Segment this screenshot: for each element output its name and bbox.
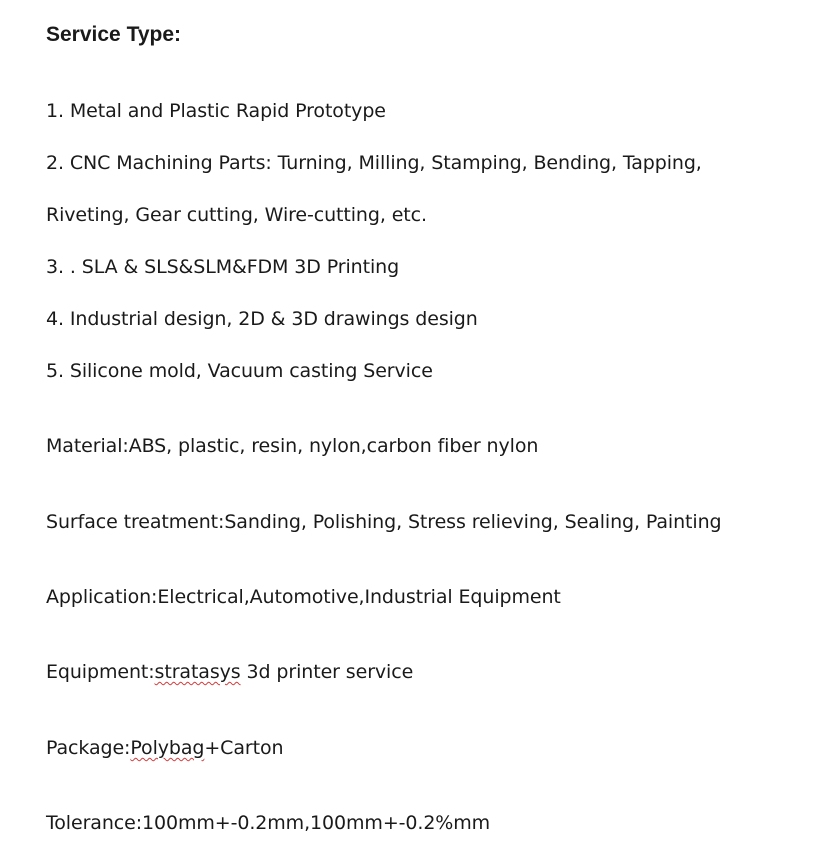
service-item-3: 3. . SLA & SLS&SLM&FDM 3D Printing: [46, 256, 400, 278]
service-item-1: 1. Metal and Plastic Rapid Prototype: [46, 100, 386, 122]
surface-treatment-line: Surface treatment:Sanding, Polishing, Stress relieving, Sealing, Painting: [46, 511, 722, 533]
service-item-4: 4. Industrial design, 2D & 3D drawings design: [46, 308, 478, 330]
equipment-value: 3d printer service: [240, 661, 414, 683]
package-value: +Carton: [204, 737, 284, 759]
page-title: Service Type:: [46, 23, 182, 46]
service-item-2: 2. CNC Machining Parts: Turning, Milling, Stamping, Bending, Tapping,: [46, 152, 702, 174]
spellcheck-flagged-word[interactable]: Polybag: [130, 737, 205, 759]
spellcheck-flagged-word[interactable]: stratasys: [154, 661, 241, 683]
equipment-label: Equipment:: [46, 661, 155, 683]
service-item-5: 5. Silicone mold, Vacuum casting Service: [46, 360, 433, 382]
package-label: Package:: [46, 737, 131, 759]
package-line: [46, 736, 283, 760]
equipment-line: [46, 660, 413, 684]
tolerance-line: Tolerance:100mm+-0.2mm,100mm+-0.2%mm: [46, 812, 491, 834]
application-line: Application:Electrical,Automotive,Industrial Equipment: [46, 586, 561, 608]
material-line: Material:ABS, plastic, resin, nylon,carbon fiber nylon: [46, 435, 539, 457]
service-item-2-continued: Riveting, Gear cutting, Wire-cutting, etc.: [46, 204, 427, 226]
